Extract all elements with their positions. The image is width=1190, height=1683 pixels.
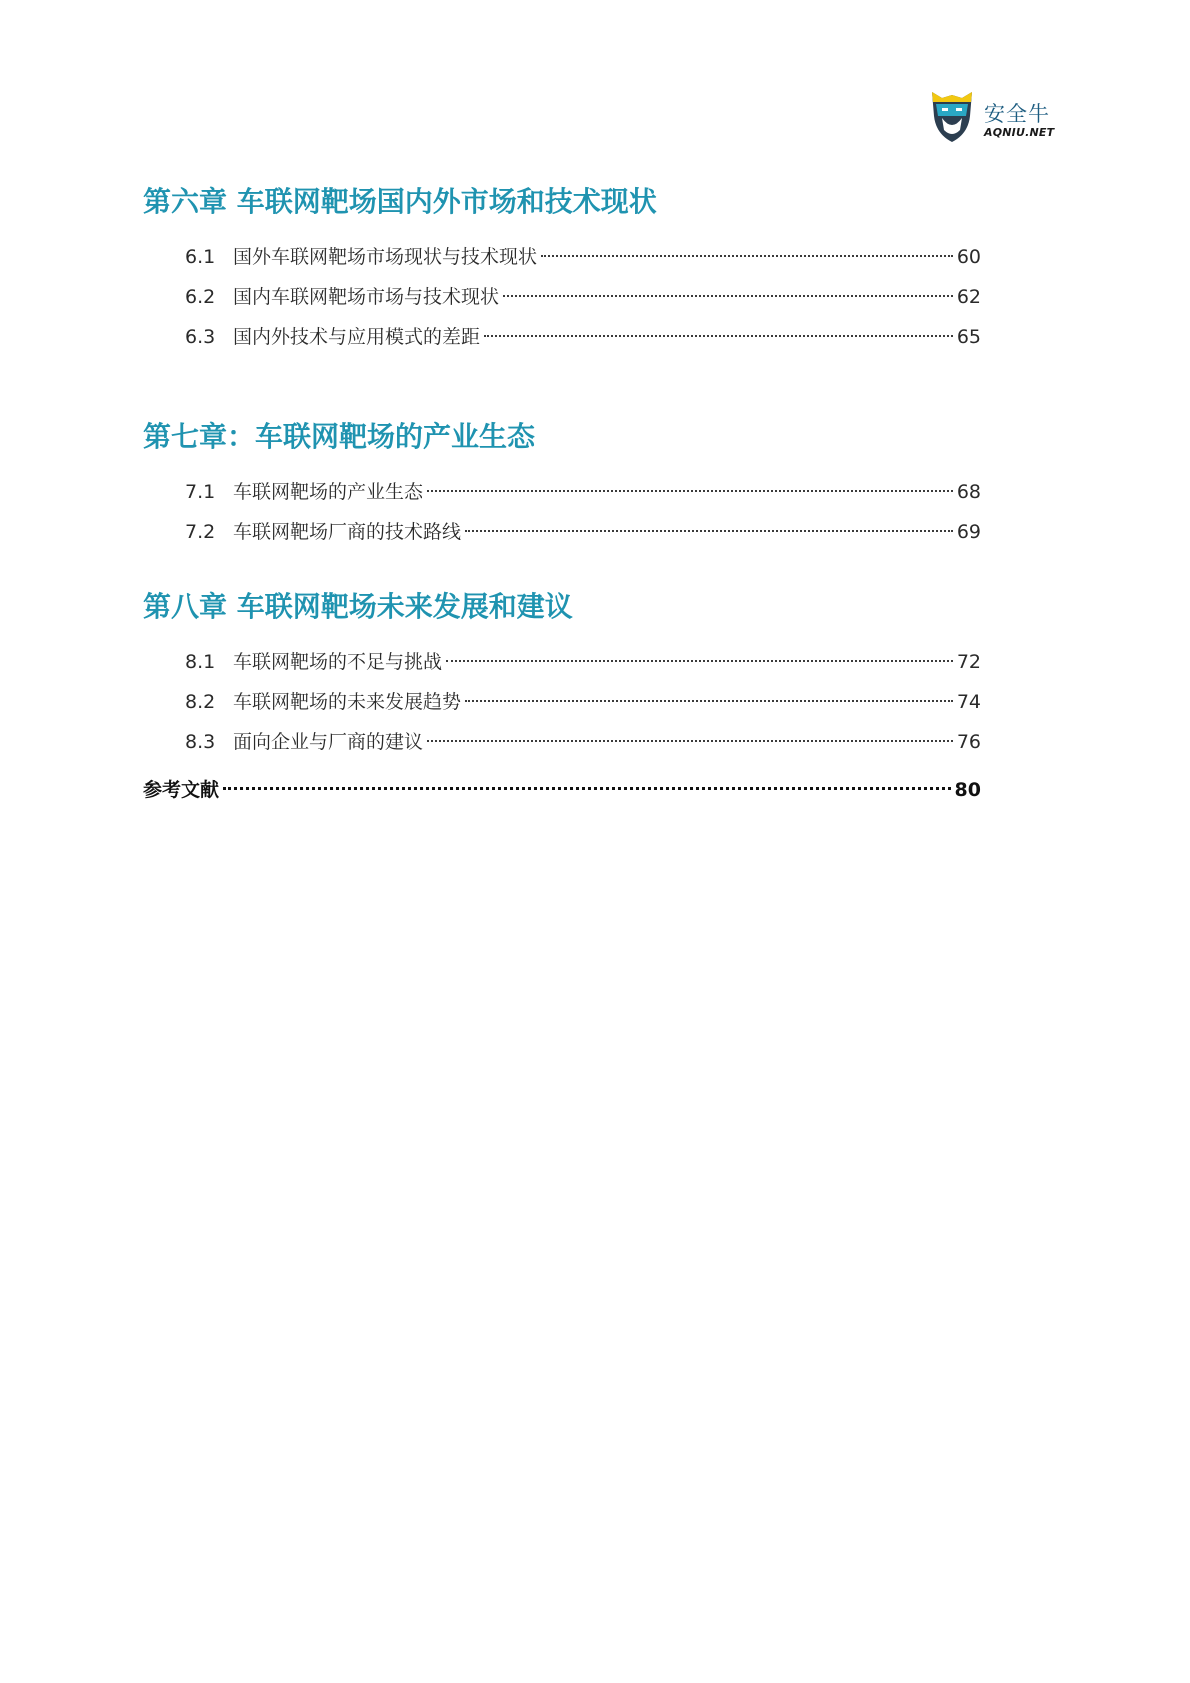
- entry-number: 8.3: [185, 731, 216, 753]
- chapter-6-title[interactable]: 第六章 车联网靶场国内外市场和技术现状: [143, 185, 657, 218]
- dot-leader: [465, 530, 953, 532]
- entry-page: 60: [956, 246, 981, 268]
- chapter-8-entries: [143, 642, 981, 762]
- dot-leader: [223, 787, 951, 790]
- toc-entry-6-2[interactable]: [143, 277, 981, 317]
- entry-title: 车联网靶场的未来发展趋势: [233, 691, 462, 713]
- entry-number: 7.1: [185, 481, 216, 503]
- entry-title: 车联网靶场厂商的技术路线: [233, 521, 462, 543]
- brand-name-cn: 安全牛: [984, 102, 1050, 126]
- entry-title: 国内外技术与应用模式的差距: [233, 326, 481, 348]
- entry-page: 69: [956, 521, 981, 543]
- brand-logo: [928, 86, 1058, 148]
- entry-number: 6.3: [185, 326, 216, 348]
- entry-page: 72: [956, 651, 981, 673]
- entry-page: 74: [956, 691, 981, 713]
- toc-entry-8-1[interactable]: [143, 642, 981, 682]
- toc-entry-7-1[interactable]: [143, 472, 981, 512]
- entry-page: 65: [956, 326, 981, 348]
- toc-entry-8-3[interactable]: [143, 722, 981, 762]
- toc-entry-8-2[interactable]: [143, 682, 981, 722]
- dot-leader: [427, 490, 953, 492]
- bull-shield-icon: [928, 86, 976, 144]
- dot-leader: [446, 660, 953, 662]
- entry-title: 面向企业与厂商的建议: [233, 731, 424, 753]
- entry-number: 8.1: [185, 651, 216, 673]
- dot-leader: [541, 255, 953, 257]
- toc-entry-references[interactable]: [143, 770, 981, 810]
- toc-entry-6-1[interactable]: [143, 237, 981, 277]
- entry-number: 7.2: [185, 521, 216, 543]
- brand-name-en: AQNIU.NET: [984, 126, 1055, 139]
- entry-title: 国内车联网靶场市场与技术现状: [233, 286, 500, 308]
- entry-page: 76: [956, 731, 981, 753]
- toc-entry-6-3[interactable]: [143, 317, 981, 357]
- toc-entry-7-2[interactable]: [143, 512, 981, 552]
- entry-title: 车联网靶场的不足与挑战: [233, 651, 443, 673]
- chapter-7-entries: [143, 472, 981, 552]
- table-of-contents: [143, 184, 981, 810]
- dot-leader: [503, 295, 953, 297]
- entry-title: 参考文献: [143, 779, 220, 801]
- entry-page: 80: [954, 779, 981, 801]
- entry-number: 6.1: [185, 246, 216, 268]
- entry-number: 8.2: [185, 691, 216, 713]
- chapter-7-title[interactable]: 第七章：车联网靶场的产业生态: [143, 420, 536, 453]
- entry-page: 62: [956, 286, 981, 308]
- dot-leader: [465, 700, 953, 702]
- chapter-8-title[interactable]: 第八章 车联网靶场未来发展和建议: [143, 590, 573, 623]
- chapter-6-entries: [143, 237, 981, 357]
- entry-title: 国外车联网靶场市场现状与技术现状: [233, 246, 538, 268]
- entry-page: 68: [956, 481, 981, 503]
- entry-number: 6.2: [185, 286, 216, 308]
- dot-leader: [427, 740, 953, 742]
- dot-leader: [484, 335, 953, 337]
- entry-title: 车联网靶场的产业生态: [233, 481, 424, 503]
